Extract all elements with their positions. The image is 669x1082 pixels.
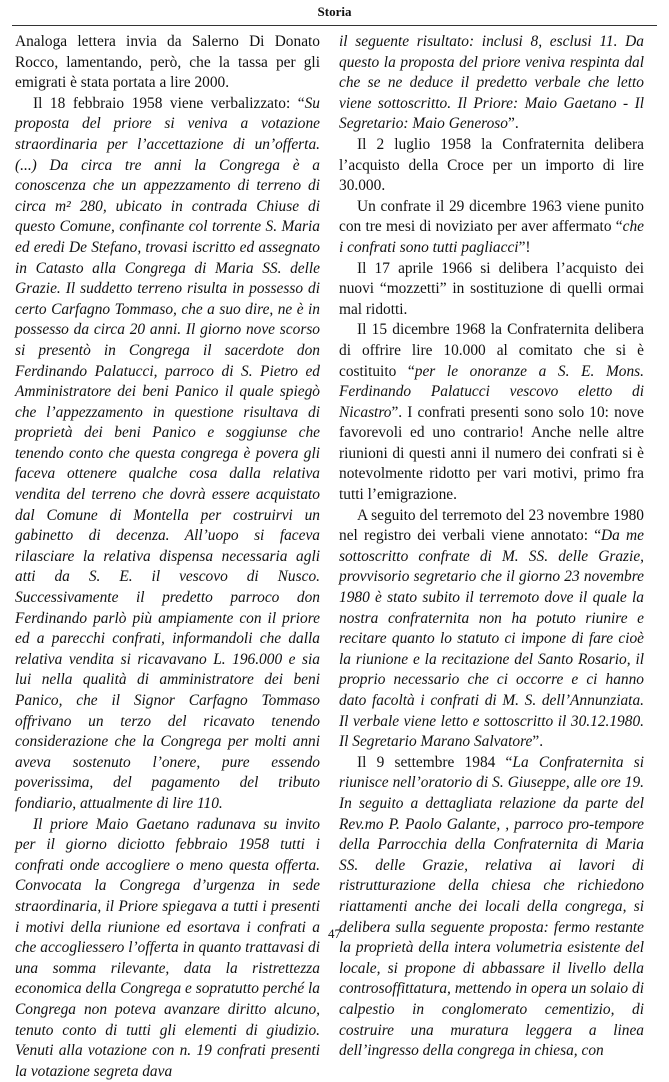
text-run: Il 18 febbraio 1958 viene verbalizzato: “: [33, 94, 305, 112]
italic-text-run: che i confrati sono tutti pagliacci: [339, 218, 644, 256]
text-run: Il 17 aprile 1966 si delibera l’acquisto dei nuovi “mozzetti” in sostituzione di quelli ormai mal ridotti.: [339, 259, 644, 318]
text-run: Il 2 luglio 1958 la Confraternita delibera l’acquisto della Croce per un importo di lire 30.000.: [339, 135, 644, 195]
paragraph: [339, 753, 644, 1062]
paragraph: [339, 135, 644, 197]
header-rule: [12, 25, 657, 26]
paragraph: [339, 506, 644, 753]
running-header: Storia: [317, 4, 352, 19]
italic-text-run: Su proposta del priore si veniva a votazione straordinaria per l’accettazione di un’offerta. (...) Da circa tre anni la Congrega è a conoscenza che un appezzamento di terreno di circa m² 280, ubicato in contrada Chiuse di questo Comune, confinante col torrente S. Maria ed eredi De Stefano, trovasi iscritto ed assegnato in Catasto alla Congrega di Maria SS. delle Grazie. Il suddetto terreno risulta in possesso di certo Carfagno Tommaso, che a suo dire, ne è in possesso da circa 20 anni. Il giorno nove scorso si presentò in Congrega il sacerdote don Ferdinando Palatucci, parroco di S. Pietro ed Amministratore dei beni Panico il quale spiegò che l’appezzamento in questione risultava di proprietà dei beni Panico e soggiunse che tenendo conto che questa congrega è povera gli faceva ottenere qualche cosa dalla relativa vendita del terreno che dovrà essere acquistato dal Comune di Montella per costruirvi un gabinetto di decenza. All’uopo si faceva rilasciare la relativa dispensa necessaria agli atti da S. E. il vescovo di Nusco. Successivamente il predetto parroco don Ferdinando parlò più ampiamente con il priore ed a parecchi confrati, informandoli che dalla relativa vendita si ricavavano L. 196.000 e sia lui nella qualità di amministratore dei beni Panico, che il Signor Carfagno Tommaso offrivano un terzo del ricavato tenendo considerazione che la Congrega per molti anni aveva sostenuto l’onere, pure essendo poverissima, del pagamento del tributo fondiario, attualmente di lire 110.: [15, 94, 320, 812]
italic-text-run: il seguente risultato: inclusi 8, esclusi 11. Da questo la proposta del priore veniva respinta dal che se ne deduce il predetto verbale che letto viene sottoscritto. Il Priore: Maio Gaetano - Il Segretario: Maio Generoso: [339, 33, 644, 133]
text-run: ”.: [507, 115, 519, 133]
italic-text-run: Da me sottoscritto confrate di M. SS. delle Grazie, provvisorio segretario che il giorno 23 novembre 1980 è stato subito il terremoto dove il quale la nostra confraternita non ha potuto riunire e recitare quanto lo statuto ci impone di fare cioè la riunione e la recitazione del Santo Rosario, il proprio necessario che ci occorre e ci hanno dato facoltà i confrati di M. S. dell’Annunziata. Il verbale viene letto e sottoscritto il 30.12.1980. Il Segretario Marano Salvatore: [339, 527, 644, 751]
text-run: ”. I confrati presenti sono solo 10: nove favorevoli ed uno contrario! Anche nelle altre riunioni di questi anni il numero dei confrati si è notevolmente ridotto per vari motivi, primo fra tutti l’emigrazione.: [339, 403, 644, 504]
italic-text-run: La Confraternita si riunisce nell’oratorio di S. Giuseppe, alle ore 19. In seguito a dettagliata relazione da parte del Rev.mo P. Paolo Galante, , parroco pro-tempore della Parrocchia della Confraternita di Maria SS. delle Grazie, relativa ai lavori di ristrutturazione della chiesa che richiedono riattamenti anche dei locali della congrega, si delibera sulla seguente proposta: fermo restante la proprietà della intera volumetria esistente del locale, si propone di abbassare il livello della controsoffittatura, mettendo in opera un solaio di calpestio in conglomerato cementizio, di costruire una muratura leggera a linea dell’ingresso della congrega in chiesa, con: [339, 753, 644, 1060]
right-column: [339, 32, 644, 1062]
text-run: Analoga lettera invia da Salerno Di Donato Rocco, lamentando, però, che la tassa per gli emigrati è stata portata a lire 2000.: [15, 33, 320, 92]
text-run: ”.: [532, 733, 544, 751]
paragraph: [15, 815, 320, 1082]
page-number: 47: [328, 926, 341, 941]
italic-text-run: Il priore Maio Gaetano radunava su invito per il giorno diciotto febbraio 1958 tutti i confrati onde accogliere o meno questa offerta. Convocata la Congrega d’urgenza in sede straordinaria, il Priore spiegava a tutti i presenti i motivi della riunione ed esortava i confrati a che accogliessero l’offerta in quanto trattavasi di una somma rilevante, data la ristrettezza economica della Congrega e sopratutto perché la Congrega non poteva avanzare diritto alcuno, tenuto conto di tutti gli elementi di giudizio. Venuti alla votazione con n. 19 confrati presenti la votazione segreta dava: [15, 815, 320, 1080]
paragraph: [15, 94, 320, 815]
paragraph: [339, 32, 644, 135]
text-run: ”!: [518, 238, 531, 256]
paragraph: [339, 197, 644, 259]
text-run: A seguito del terremoto del 23 novembre 1980 nel registro dei verbali viene annotato: “: [339, 506, 644, 545]
paragraph: [15, 32, 320, 94]
left-column: [15, 32, 320, 1082]
paragraph: [339, 320, 644, 505]
italic-text-run: per le onoranze a S. E. Mons. Ferdinando Palatucci vescovo eletto di Nicastro: [339, 362, 645, 421]
text-run: Il 9 settembre 1984 “: [357, 753, 513, 771]
paragraph: [339, 259, 644, 321]
text-run: Un confrate il 29 dicembre 1963 viene punito con tre mesi di noviziato per aver affermato “: [339, 197, 644, 236]
text-run: Il 15 dicembre 1968 la Confraternita delibera di offrire lire 10.000 al comitato che si è costituito “: [339, 321, 644, 380]
